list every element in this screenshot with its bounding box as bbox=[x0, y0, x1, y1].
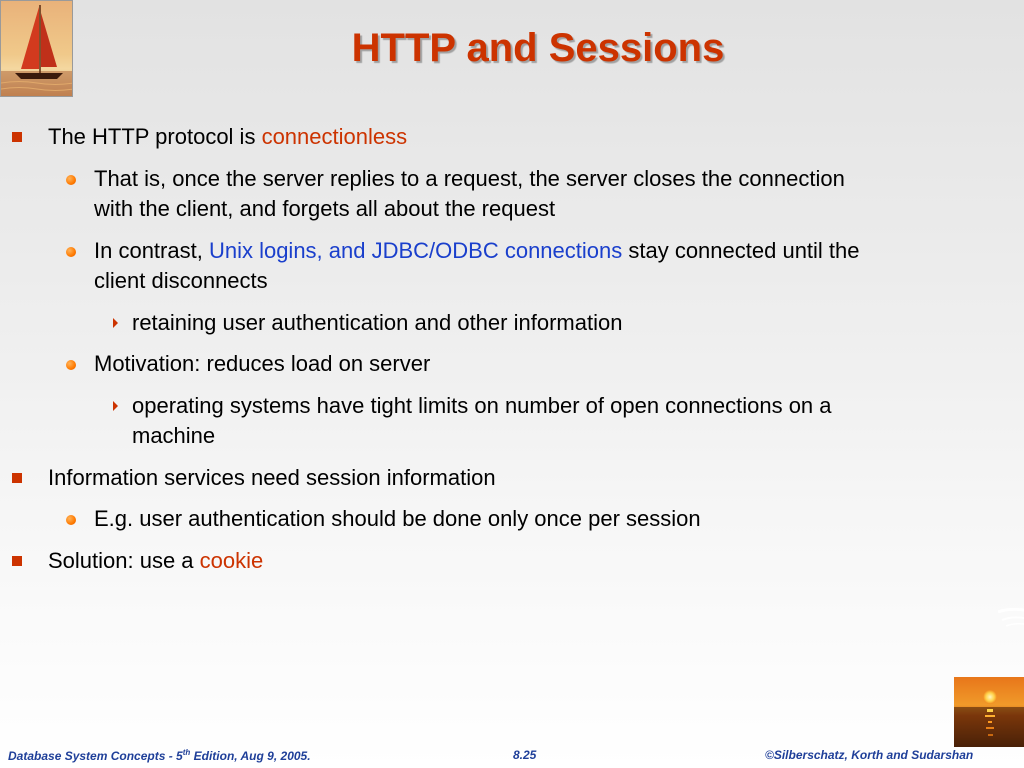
bullet-text: Motivation: reduces load on server bbox=[94, 351, 431, 376]
circle-bullet-icon bbox=[66, 515, 76, 525]
triangle-bullet-icon bbox=[113, 318, 118, 328]
bullet-text-before: Solution: use a bbox=[48, 548, 200, 573]
square-bullet-icon bbox=[12, 473, 22, 483]
bullet-text-before: The HTTP protocol is bbox=[48, 124, 262, 149]
bullet-text: machine bbox=[132, 423, 216, 448]
bullet-text: operating systems have tight limits on number of open connections on a bbox=[132, 393, 832, 418]
slide-number: 8.25 bbox=[513, 748, 537, 762]
bullet-text-before: In contrast, bbox=[94, 238, 209, 263]
triangle-bullet-icon bbox=[113, 401, 118, 411]
bullet-text bbox=[94, 236, 860, 266]
highlight-unix-logins: Unix logins, and JDBC/ODBC connections bbox=[208, 238, 623, 263]
circle-bullet-icon bbox=[66, 360, 76, 370]
sunset-image bbox=[954, 677, 1024, 747]
bullet-text-after: stay connected until the bbox=[622, 238, 860, 263]
highlight-cookie: cookie bbox=[199, 548, 264, 573]
bullet-text: That is, once the server replies to a request, the server closes the connection bbox=[94, 166, 845, 191]
bullet-text: retaining user authentication and other information bbox=[132, 310, 623, 335]
bullet-text: client disconnects bbox=[94, 268, 268, 293]
square-bullet-icon bbox=[12, 556, 22, 566]
footer-superscript: th bbox=[182, 748, 191, 757]
bullet-text bbox=[48, 546, 263, 576]
circle-bullet-icon bbox=[66, 247, 76, 257]
bullet-text: Information services need session information bbox=[48, 465, 496, 490]
bullet-text bbox=[48, 122, 407, 152]
bullet-text: with the client, and forgets all about the request bbox=[94, 196, 556, 221]
highlight-connectionless: connectionless bbox=[261, 124, 408, 149]
footer-title: Database System Concepts - 5 bbox=[8, 749, 183, 763]
bullet-text: E.g. user authentication should be done only once per session bbox=[94, 506, 701, 531]
footer-edition: Edition, Aug 9, 2005. bbox=[190, 749, 311, 763]
footer-copyright: ©Silberschatz, Korth and Sudarshan bbox=[765, 748, 974, 762]
wave-decoration-icon bbox=[998, 606, 1024, 630]
slide-title: HTTP and Sessions bbox=[351, 26, 725, 70]
square-bullet-icon bbox=[12, 132, 22, 142]
footer-left bbox=[8, 748, 311, 763]
circle-bullet-icon bbox=[66, 175, 76, 185]
